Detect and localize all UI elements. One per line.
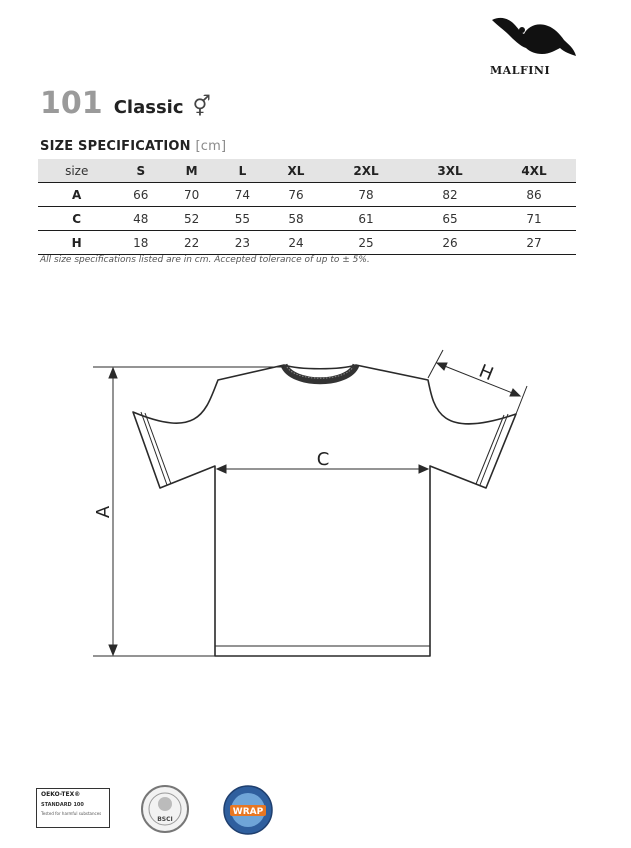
table-cell: 22 [183,235,200,250]
product-number: 101 [40,86,103,121]
wrap-label: WRAP [232,807,264,817]
table-cell: 66 [133,187,149,202]
table-cell: 52 [183,211,200,226]
dimension-h [428,350,527,414]
table-cell: 74 [234,187,251,202]
table-cell: 48 [133,211,149,226]
table-cell: 26 [442,235,458,250]
table-cell: 18 [133,235,149,250]
row-label: H [71,235,82,250]
tshirt-outline [133,365,516,656]
table-row [38,183,576,207]
table-cell: 24 [288,235,304,250]
table-cell: 23 [234,235,251,250]
label-h: H [475,360,497,386]
bsci-label: BSCI [157,816,173,823]
header-cell: 3XL [437,163,463,178]
row-label: A [72,187,82,202]
brand-name: MALFINI [490,64,551,77]
table-cell: 25 [358,235,374,250]
wrap-icon [222,784,274,836]
table-cell: 27 [526,235,542,250]
brand-logo [486,14,578,80]
oeko-standard: STANDARD 100 [41,802,84,808]
table-cell: 71 [526,211,542,226]
table-row [38,231,576,255]
tolerance-note: All size specifications listed are in cm. Accepted tolerance of up to ± 5%. [40,255,370,265]
product-name: Classic [113,97,184,118]
header-cell: M [185,163,198,178]
size-table [38,159,576,255]
table-cell: 86 [526,187,542,202]
tshirt-diagram [0,330,631,690]
table-row [38,207,576,231]
header-cell: 4XL [521,163,547,178]
header-cell: S [136,163,146,178]
header-cell: L [238,163,247,178]
table-cell: 65 [442,211,458,226]
size-spec-heading [40,139,226,154]
oeko-tex-badge [36,788,110,828]
header-cell: XL [287,163,305,178]
size-spec-unit: [cm] [195,139,227,154]
size-table-header [38,159,576,183]
oeko-small: Tested for harmful substances [41,811,102,816]
table-cell: 70 [183,187,200,202]
table-cell: 78 [358,187,374,202]
eagle-icon [490,14,576,62]
table-cell: 58 [288,211,304,226]
header-cell: size [65,163,89,178]
header-cell: 2XL [353,163,379,178]
product-title [40,86,211,121]
size-spec-title: SIZE SPECIFICATION [40,139,191,154]
table-cell: 55 [234,211,251,226]
bsci-icon [140,784,190,834]
table-cell: 82 [442,187,458,202]
row-label: C [72,211,82,226]
table-cell: 61 [358,211,374,226]
unisex-icon: ⚥ [192,94,211,118]
oeko-title: OEKO-TEX® [41,791,81,798]
label-c: C [316,449,330,470]
label-a: A [93,505,114,519]
table-cell: 76 [288,187,304,202]
certifications [36,784,296,836]
